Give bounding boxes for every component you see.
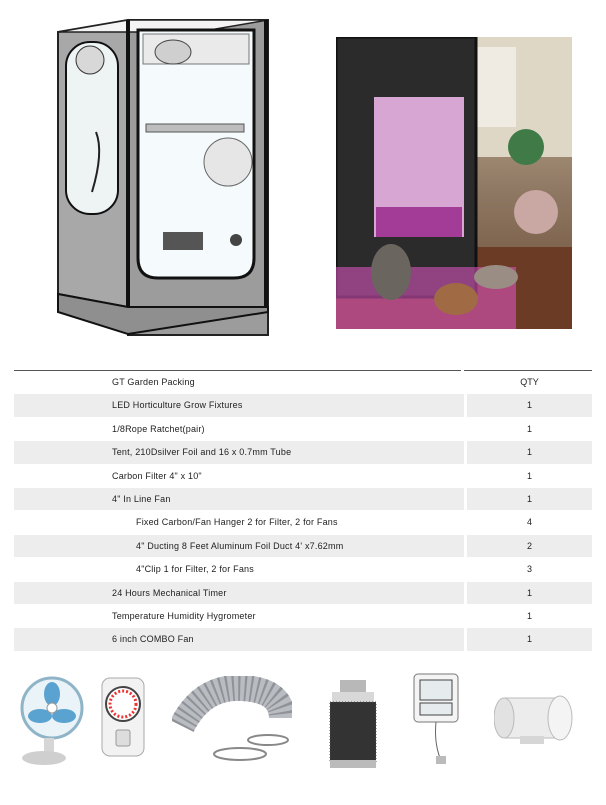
- item-name: 4" Ducting 8 Feet Aluminum Foil Duct 4' x7.62mm: [14, 535, 464, 557]
- table-row: [14, 535, 592, 558]
- table-row: [14, 558, 592, 581]
- table-row: [14, 394, 592, 417]
- table-row: [14, 628, 592, 651]
- table-row: [14, 582, 592, 605]
- item-qty: 2: [467, 535, 592, 557]
- grow-tent-illustration: [38, 12, 288, 342]
- hygrometer-icon: [412, 672, 462, 768]
- header-item: GT Garden Packing: [14, 371, 464, 393]
- item-qty: 1: [526, 470, 532, 481]
- table-row: [14, 441, 592, 464]
- item-qty: 4: [526, 517, 532, 528]
- table-row: [14, 418, 592, 441]
- item-qty: 3: [526, 564, 532, 575]
- inline-fan-icon: [494, 680, 580, 752]
- item-name: 4" In Line Fan: [14, 488, 464, 510]
- clip-fan-icon: [14, 670, 84, 770]
- item-qty: 1: [467, 394, 592, 416]
- header-qty: QTY: [467, 371, 592, 393]
- packing-table: [14, 371, 592, 652]
- table-row: [14, 488, 592, 511]
- item-name: Carbon Filter 4" x 10": [112, 470, 202, 481]
- item-name: LED Horticulture Grow Fixtures: [14, 394, 464, 416]
- item-name: Fixed Carbon/Fan Hanger 2 for Filter, 2 for Fans: [136, 517, 338, 528]
- table-header-row: [14, 371, 592, 394]
- item-name: 1/8Rope Ratchet(pair): [112, 423, 205, 434]
- table-row: [14, 605, 592, 628]
- table-row: [14, 511, 592, 534]
- timer-icon: [98, 676, 148, 760]
- item-name: 4"Clip 1 for Filter, 2 for Fans: [136, 564, 254, 575]
- item-qty: 1: [526, 423, 532, 434]
- carbon-filter-icon: [322, 680, 384, 770]
- duct-icon: [172, 676, 292, 768]
- item-qty: 1: [467, 488, 592, 510]
- item-name: Tent, 210Dsilver Foil and 16 x 0.7mm Tube: [14, 441, 464, 463]
- item-name: 6 inch COMBO Fan: [14, 628, 464, 650]
- room-photo: [336, 37, 572, 329]
- item-qty: 1: [467, 582, 592, 604]
- item-name: Temperature Humidity Hygrometer: [112, 610, 256, 621]
- item-name: 24 Hours Mechanical Timer: [14, 582, 464, 604]
- item-qty: 1: [526, 610, 532, 621]
- table-row: [14, 465, 592, 488]
- item-qty: 1: [467, 441, 592, 463]
- item-qty: 1: [467, 628, 592, 650]
